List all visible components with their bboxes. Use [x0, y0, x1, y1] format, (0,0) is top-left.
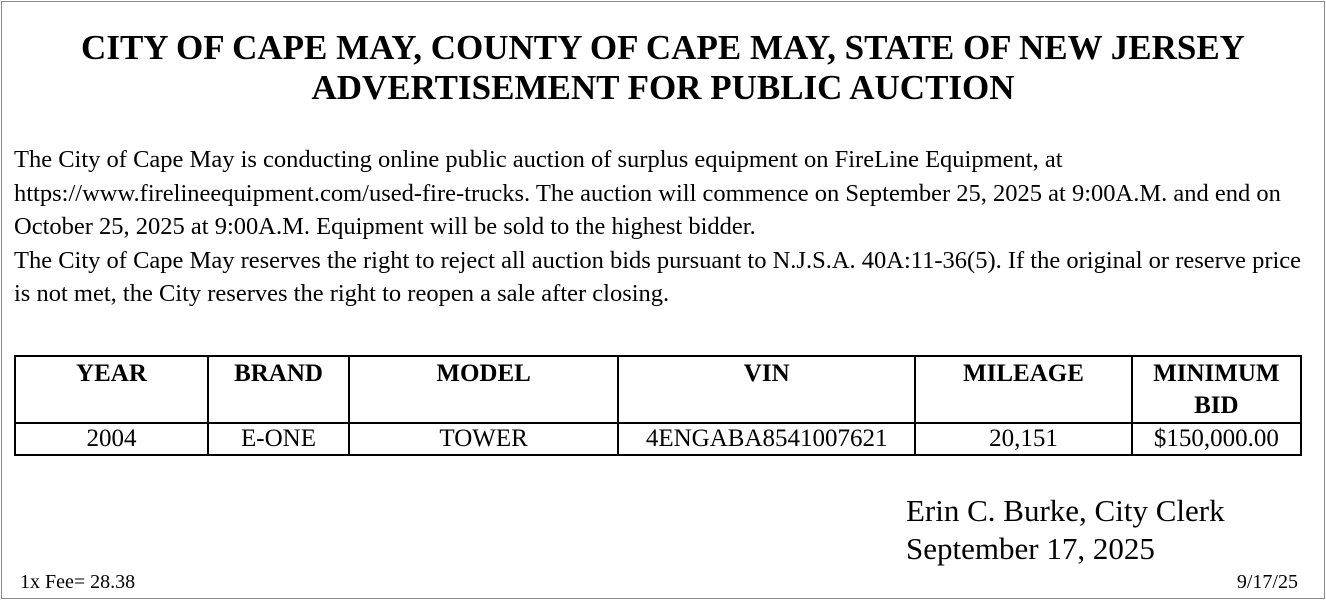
signer-name: Erin C. Burke, City Clerk [906, 493, 1225, 528]
table-row [15, 423, 1301, 455]
signature-block [906, 492, 1225, 568]
header-mileage: MILEAGE [915, 356, 1131, 423]
header-brand: BRAND [208, 356, 349, 423]
reservation-paragraph: The City of Cape May reserves the right to reject all auction bids pursuant to N.J.S.A. 40A:11-36(5). If the original or reserve price is not met, the City reserves the right to reopen a sale after closing. [14, 246, 1302, 307]
table-header-row [15, 356, 1301, 423]
header-minimum-bid-line2: BID [1194, 392, 1239, 419]
cell-vin: 4ENGABA8541007621 [618, 423, 915, 455]
cell-minimum-bid: $150,000.00 [1132, 423, 1301, 455]
header-vin: VIN [618, 356, 915, 423]
header-minimum-bid [1132, 356, 1301, 423]
equipment-table [14, 355, 1302, 456]
cell-year: 2004 [15, 423, 208, 455]
cell-mileage: 20,151 [915, 423, 1131, 455]
publication-fee: 1x Fee= 28.38 [20, 571, 136, 593]
signature-date: September 17, 2025 [906, 531, 1155, 566]
header-minimum-bid-line1: MINIMUM [1153, 360, 1280, 387]
header-model: MODEL [349, 356, 618, 423]
footer-date: 9/17/25 [1236, 571, 1298, 593]
title-line-jurisdiction: CITY OF CAPE MAY, COUNTY OF CAPE MAY, STATE OF NEW JERSEY [81, 28, 1245, 67]
cell-model: TOWER [349, 423, 618, 455]
advertisement-title [2, 28, 1324, 108]
auction-advertisement [1, 1, 1325, 599]
advertisement-body [14, 143, 1314, 311]
title-line-notice: ADVERTISEMENT FOR PUBLIC AUCTION [311, 68, 1015, 107]
cell-brand: E-ONE [208, 423, 349, 455]
header-year: YEAR [15, 356, 208, 423]
auction-details-paragraph: The City of Cape May is conducting online public auction of surplus equipment on FireLine Equipment, at https://www.firelineequipment.com/used-fire-trucks. The auction will commence on September 25, 2025 at 9:00A.M. and end on October 25, 2025 at 9:00A.M. Equipment will be sold to the highest bidder. [14, 146, 1281, 240]
